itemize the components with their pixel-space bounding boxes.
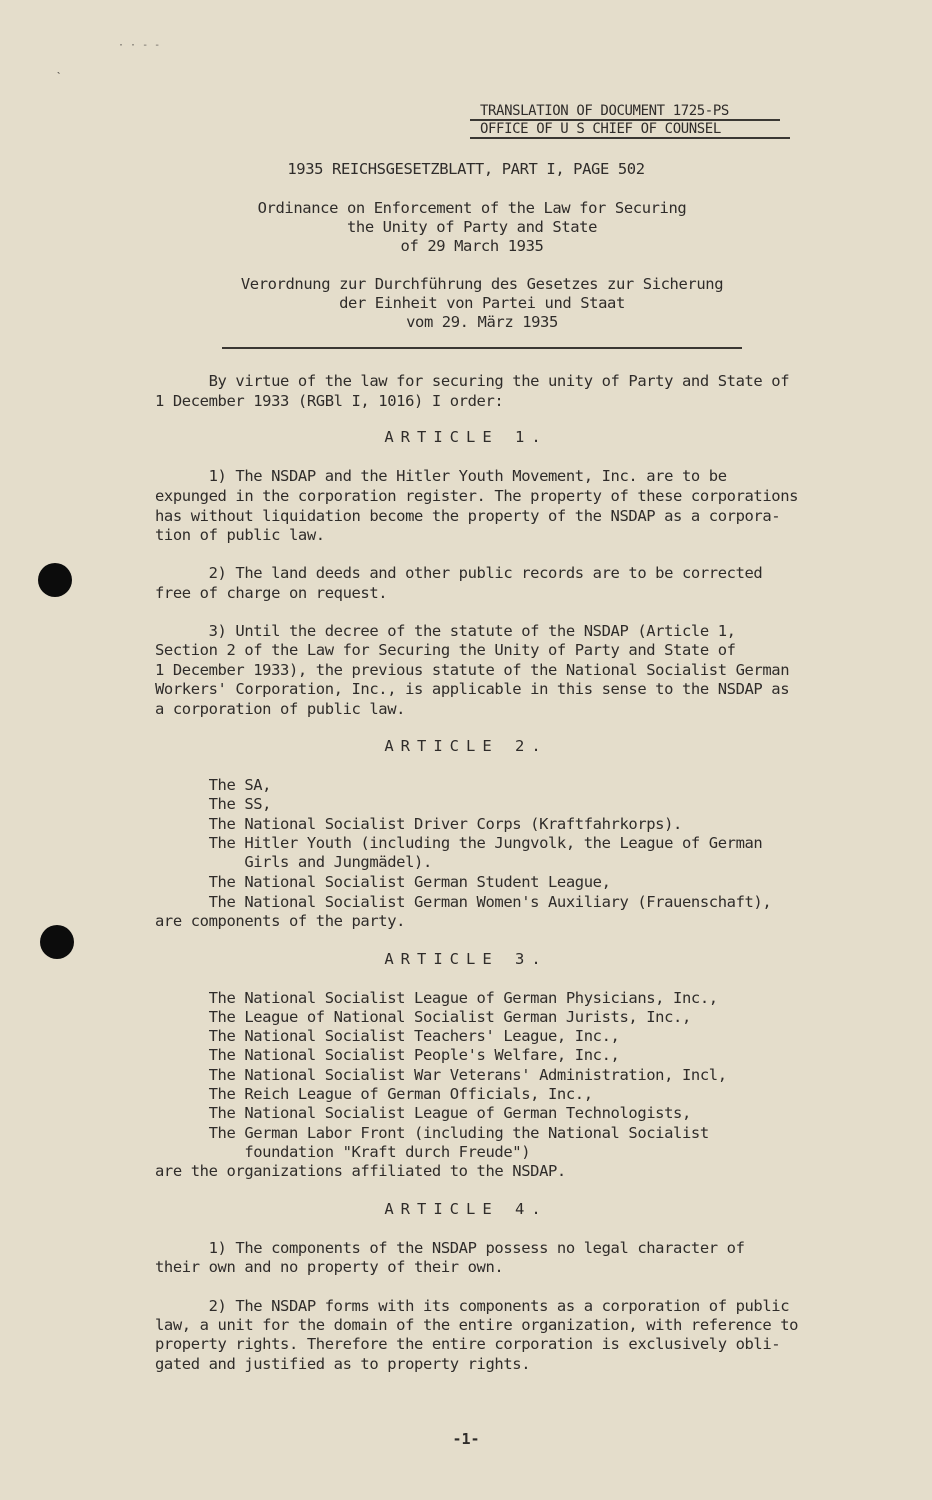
article-3-line: foundation "Kraft durch Freude") (155, 1143, 531, 1161)
paper-speck: ˋ (55, 70, 64, 86)
article-4-p1-line: 1) The components of the NSDAP possess no legal character of (155, 1239, 745, 1257)
article-1-p1-line: 1) The NSDAP and the Hitler Youth Movement, Inc. are to be (155, 467, 727, 485)
article-4-heading: ARTICLE 4. (384, 1200, 548, 1218)
article-3-line: The National Socialist Teachers' League, Inc., (155, 1027, 620, 1045)
article-4-p2-line: property rights. Therefore the entire corporation is exclusively obli- (155, 1335, 781, 1353)
preamble-line-2: 1 December 1933 (RGBl I, 1016) I order: (155, 392, 504, 410)
article-3-line: The National Socialist League of German Physicians, Inc., (155, 989, 718, 1007)
article-3-line: The Reich League of German Officials, Inc., (155, 1085, 593, 1103)
article-3-line: The League of National Socialist German Jurists, Inc., (155, 1008, 691, 1026)
article-1-p2-line: 2) The land deeds and other public records are to be corrected (155, 564, 763, 582)
article-1-p3-line: Workers' Corporation, Inc., is applicable in this sense to the NSDAP as (155, 680, 790, 698)
article-1-p2-line: free of charge on request. (155, 584, 388, 602)
punch-hole-top (38, 563, 72, 597)
article-1-heading: ARTICLE 1. (384, 428, 548, 446)
header-translation-line: TRANSLATION OF DOCUMENT 1725-PS (480, 103, 729, 119)
article-2-line: are components of the party. (155, 912, 406, 930)
article-3-line: The National Socialist War Veterans' Administration, Incl, (155, 1066, 727, 1084)
article-3-heading: ARTICLE 3. (384, 950, 548, 968)
article-2-heading: ARTICLE 2. (384, 737, 548, 755)
article-3-line: The National Socialist League of German Technologists, (155, 1104, 691, 1122)
title-de-line-2: der Einheit von Partei und Staat (339, 294, 625, 312)
title-en-line-2: the Unity of Party and State (346, 218, 598, 236)
article-1-p1-line: expunged in the corporation register. The property of these corporations (155, 487, 799, 505)
header-underline-2 (470, 137, 790, 139)
article-2-line: The SS, (155, 795, 272, 813)
title-de-line-1: Verordnung zur Durchführung des Gesetzes zur Sicherung (240, 275, 724, 293)
title-en-line-3: of 29 March 1935 (400, 237, 544, 255)
article-1-p3-line: 1 December 1933), the previous statute of the National Socialist German (155, 661, 790, 679)
article-3-line: are the organizations affiliated to the NSDAP. (155, 1162, 566, 1180)
article-1-p3-line: 3) Until the decree of the statute of the NSDAP (Article 1, (155, 622, 736, 640)
article-4-p2-line: 2) The NSDAP forms with its components as a corporation of public (155, 1297, 790, 1315)
article-1-p1-line: has without liquidation become the property of the NSDAP as a corpora- (155, 507, 781, 525)
paper-speck: · · ‐ ‐ (118, 40, 161, 51)
article-3-line: The National Socialist People's Welfare, Inc., (155, 1046, 620, 1064)
article-2-line: The SA, (155, 776, 272, 794)
article-2-line: The National Socialist German Student League, (155, 873, 611, 891)
preamble-line-1: By virtue of the law for securing the unity of Party and State of (155, 372, 790, 390)
header-office-line: OFFICE OF U S CHIEF OF COUNSEL (480, 121, 721, 137)
article-4-p2-line: gated and justified as to property rights. (155, 1355, 531, 1373)
article-4-p2-line: law, a unit for the domain of the entire organization, with reference to (155, 1316, 799, 1334)
article-2-line: Girls and Jungmädel). (155, 853, 432, 871)
article-1-p1-line: tion of public law. (155, 526, 325, 544)
title-separator (222, 347, 742, 349)
article-3-line: The German Labor Front (including the National Socialist (155, 1124, 709, 1142)
article-2-line: The National Socialist German Women's Auxiliary (Frauenschaft), (155, 893, 772, 911)
article-2-line: The National Socialist Driver Corps (Kraftfahrkorps). (155, 815, 682, 833)
article-2-line: The Hitler Youth (including the Jungvolk, the League of German (155, 834, 763, 852)
article-4-p1-line: their own and no property of their own. (155, 1258, 504, 1276)
page-number: -1- (452, 1430, 480, 1448)
title-de-line-3: vom 29. März 1935 (406, 313, 558, 331)
article-1-p3-line: Section 2 of the Law for Securing the Unity of Party and State of (155, 641, 736, 659)
article-1-p3-line: a corporation of public law. (155, 700, 406, 718)
source-citation: 1935 REICHSGESETZBLATT, PART I, PAGE 502 (287, 160, 645, 178)
title-en-line-1: Ordinance on Enforcement of the Law for Securing (257, 199, 687, 217)
